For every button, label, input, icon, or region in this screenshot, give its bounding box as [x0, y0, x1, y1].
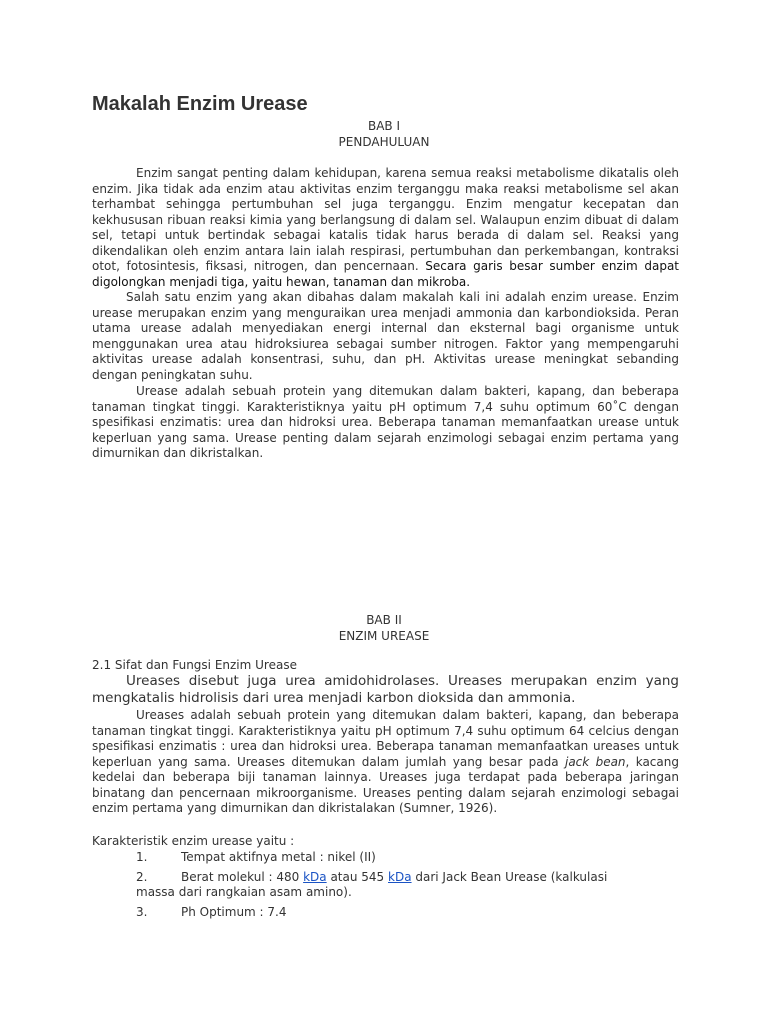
list-item-2-mid: atau 545	[326, 870, 389, 884]
bab1-heading: BAB I	[367, 119, 401, 133]
document-title: Makalah Enzim Urease	[92, 93, 308, 115]
list-item-2-post: dari Jack Bean Urease (kalkulasi	[411, 870, 608, 884]
paragraph-intro-text: Enzim sangat penting dalam kehidupan, karena semua reaksi metabolisme dikatalis oleh enzim. Jika tidak ada enzim atau aktivitas enzim terganggu maka reaksi metabolisme sel akan terhambat sehingga pertumbuhan sel juga terganggu. Enzim mengatur kecepatan dan kekhususan ribuan reaksi kimia yang berlangsung di dalam sel. Walaupun enzim dibuat di dalam sel, tetapi untuk bertindak sebagai katalis tidak harus berada di dalam sel. Reaksi yang dikendalikan oleh enzim antara lain ialah respirasi, pertumbuhan dan perkembangan, kontraksi otot, fotosintesis, fiksasi, nitrogen, dan pencernaan.	[92, 166, 679, 273]
paragraph-ureases-detail-text: Ureases adalah sebuah protein yang ditemukan dalam bakteri, kapang, dan beberapa tanaman tingkat tinggi. Karakteristiknya yaitu pH optimum 7,4 suhu optimum 64 celcius dengan spesifikasi enzimatis : urea dan hidroksi urea. Beberapa tanaman memanfaatkan ureases untuk keperluan yang sama. Ureases ditemukan dalam jumlah yang besar pada	[92, 708, 679, 769]
bab2-subheading: ENZIM UREASE	[338, 629, 430, 643]
paragraph-ureases-definition: Ureases disebut juga urea amidohidrolases. Ureases merupakan enzim yang mengkatalis hidrolisis dari urea menjadi karbon dioksida dan ammonia.	[92, 673, 679, 706]
list-item-1-number: 1.	[136, 850, 148, 864]
list-item-3-text: Ph Optimum : 7.4	[181, 905, 287, 919]
list-item-2-number: 2.	[136, 870, 148, 884]
paragraph-intro	[92, 166, 679, 290]
list-item-2-continuation: massa dari rangkaian asam amino).	[136, 885, 352, 899]
list-item-2-pre: Berat molekul : 480	[181, 870, 304, 884]
paragraph-urease-protein: Urease adalah sebuah protein yang ditemukan dalam bakteri, kapang, dan beberapa tanaman tingkat tinggi. Karakteristiknya yaitu pH optimum 7,4 suhu optimum 60˚C dengan spesifikasi enzimatis: urea dan hidroksi urea. Beberapa tanaman memanfaatkan urease untuk keperluan yang sama. Urease penting dalam sejarah enzimologi sebagai enzim pertama yang dimurnikan dan dikristalkan.	[92, 384, 679, 460]
karakteristik-intro: Karakteristik enzim urease yaitu :	[92, 834, 295, 848]
paragraph-ureases-detail	[92, 708, 679, 817]
jack-bean-italic: jack bean	[564, 754, 626, 769]
kda-link-2[interactable]: kDa	[388, 870, 412, 884]
list-item-3-number: 3.	[136, 905, 148, 919]
list-item-2-text	[181, 870, 607, 886]
paragraph-intro-highlight: Secara garis besar sumber enzim dapat digolongkan menjadi tiga, yaitu hewan, tanaman dan mikroba.	[92, 259, 680, 289]
list-item-1-text: Tempat aktifnya metal : nikel (II)	[181, 850, 376, 864]
bab2-heading: BAB II	[366, 613, 402, 627]
kda-link-1[interactable]: kDa	[303, 870, 327, 884]
bab1-subheading: PENDAHULUAN	[338, 135, 430, 149]
paragraph-ureases-detail-rest: , kacang kedelai dan beberapa biji tanaman lainnya. Ureases juga terdapat pada beberapa jaringan binatang dan pencernaan mikroorganisme. Ureases penting dalam sejarah enzimologi sebagai enzim pertama yang dimurnikan dan dikristalakan (Sumner, 1926).	[92, 754, 679, 815]
paragraph-urease-overview: Salah satu enzim yang akan dibahas dalam makalah kali ini adalah enzim urease. Enzim urease merupakan enzim yang menguraikan urea menjadi ammonia dan karbondioksida. Peran utama urease adalah menyediakan energi internal dan eksternal bagi organisme untuk menggunakan urea atau hidroksiurea sebagai sumber nitrogen. Faktor yang mempengaruhi aktivitas urease adalah konsentrasi, suhu, dan pH. Aktivitas urease meningkat sebanding dengan peningkatan suhu.	[92, 290, 679, 382]
section-heading-2-1: 2.1 Sifat dan Fungsi Enzim Urease	[92, 658, 297, 672]
